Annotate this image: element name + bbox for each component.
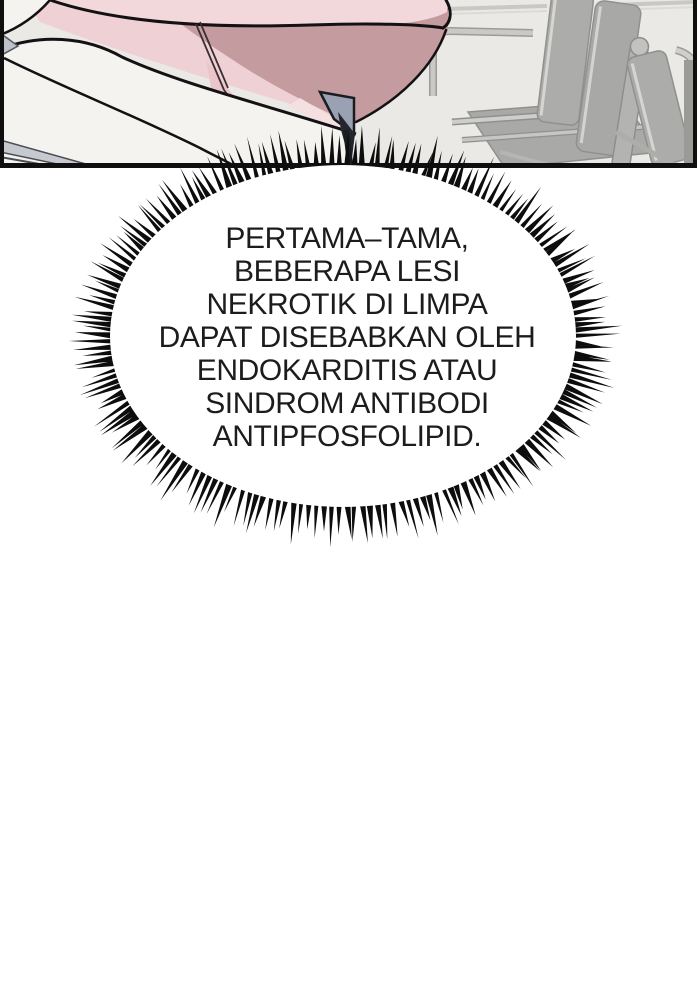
bubble-text-line: BEBERAPA LESI [233,255,461,288]
bubble-text-line: ANTIPFOSFOLIPID. [212,420,482,453]
speech-text [107,222,587,453]
bubble-text-line: SINDROM ANTIBODI [205,387,489,420]
bubble-text-line: ENDOKARDITIS ATAU [196,354,498,387]
bubble-text-line: DAPAT DISEBABKAN OLEH [158,321,536,354]
bubble-text-line: PERTAMA–TAMA, [225,222,469,255]
bubble-text-line: NEKROTIK DI LIMPA [206,288,488,321]
